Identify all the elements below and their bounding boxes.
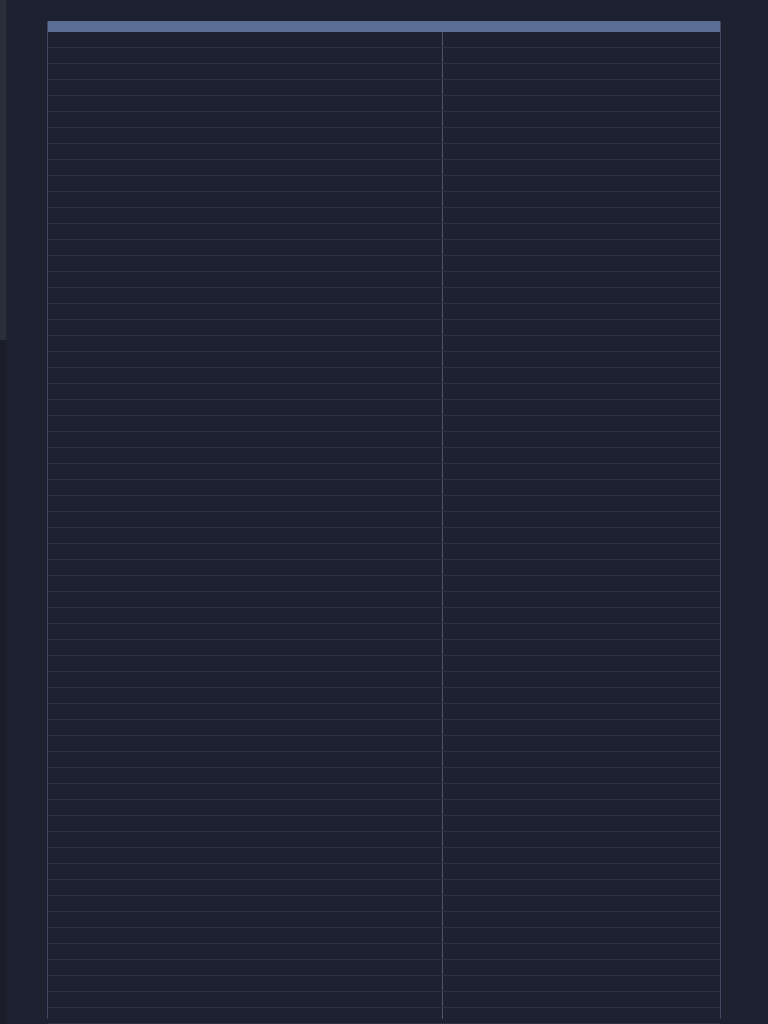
table-row bbox=[48, 400, 720, 416]
table-row bbox=[48, 96, 720, 112]
cheat-name-cell bbox=[48, 880, 443, 895]
table-body bbox=[48, 32, 720, 1024]
table-row bbox=[48, 240, 720, 256]
cheat-code-cell bbox=[443, 848, 720, 863]
table-row bbox=[48, 384, 720, 400]
cheat-name-cell bbox=[48, 720, 443, 735]
table-row bbox=[48, 256, 720, 272]
cheat-code-cell bbox=[443, 256, 720, 271]
cheat-name-cell bbox=[48, 384, 443, 399]
cheat-code-cell bbox=[443, 400, 720, 415]
cheat-code-cell bbox=[443, 80, 720, 95]
cheat-name-cell bbox=[48, 192, 443, 207]
cheat-code-cell bbox=[443, 64, 720, 79]
cheat-name-cell bbox=[48, 816, 443, 831]
cheat-code-cell bbox=[443, 96, 720, 111]
cheat-code-cell bbox=[443, 640, 720, 655]
cheat-name-cell bbox=[48, 960, 443, 975]
cheat-code-cell bbox=[443, 224, 720, 239]
cheat-code-cell bbox=[443, 480, 720, 495]
cheat-code-cell bbox=[443, 128, 720, 143]
table-row bbox=[48, 336, 720, 352]
table-row bbox=[48, 128, 720, 144]
cheat-name-cell bbox=[48, 176, 443, 191]
cheat-code-cell bbox=[443, 880, 720, 895]
cheat-name-cell bbox=[48, 528, 443, 543]
cheat-code-cell bbox=[443, 768, 720, 783]
cheat-name-cell bbox=[48, 32, 443, 47]
cheat-name-cell bbox=[48, 448, 443, 463]
table-row bbox=[48, 432, 720, 448]
cheat-code-cell bbox=[443, 608, 720, 623]
cheat-code-cell bbox=[443, 48, 720, 63]
table-row bbox=[48, 160, 720, 176]
table-row bbox=[48, 144, 720, 160]
cheat-code-cell bbox=[443, 304, 720, 319]
cheat-name-cell bbox=[48, 240, 443, 255]
cheat-name-cell bbox=[48, 832, 443, 847]
cheat-name-cell bbox=[48, 544, 443, 559]
table-row bbox=[48, 448, 720, 464]
cheat-name-cell bbox=[48, 1008, 443, 1023]
cheat-code-cell bbox=[443, 448, 720, 463]
cheat-name-cell bbox=[48, 480, 443, 495]
cheat-code-cell bbox=[443, 624, 720, 639]
cheat-name-cell bbox=[48, 288, 443, 303]
cheat-name-cell bbox=[48, 464, 443, 479]
cheat-name-cell bbox=[48, 848, 443, 863]
cheat-code-cell bbox=[443, 864, 720, 879]
cheat-code-cell bbox=[443, 384, 720, 399]
cheat-code-cell bbox=[443, 816, 720, 831]
left-edge-accent bbox=[0, 0, 6, 340]
table-row bbox=[48, 352, 720, 368]
cheat-code-cell bbox=[443, 976, 720, 991]
cheat-code-cell bbox=[443, 368, 720, 383]
cheat-name-cell bbox=[48, 624, 443, 639]
cheat-name-cell bbox=[48, 64, 443, 79]
cheat-code-cell bbox=[443, 720, 720, 735]
cheat-code-cell bbox=[443, 240, 720, 255]
table-row bbox=[48, 64, 720, 80]
table-row bbox=[48, 416, 720, 432]
table-row bbox=[48, 368, 720, 384]
table-row bbox=[48, 624, 720, 640]
cheat-code-cell bbox=[443, 288, 720, 303]
table-row bbox=[48, 800, 720, 816]
cheat-code-cell bbox=[443, 320, 720, 335]
table-row bbox=[48, 1008, 720, 1024]
cheat-name-cell bbox=[48, 512, 443, 527]
cheat-code-cell bbox=[443, 272, 720, 287]
cheat-name-cell bbox=[48, 400, 443, 415]
cheat-name-cell bbox=[48, 96, 443, 111]
table-row bbox=[48, 944, 720, 960]
cheat-code-cell bbox=[443, 176, 720, 191]
cheat-name-cell bbox=[48, 368, 443, 383]
cheat-name-cell bbox=[48, 928, 443, 943]
cheat-name-cell bbox=[48, 784, 443, 799]
table-row bbox=[48, 224, 720, 240]
cheat-name-cell bbox=[48, 800, 443, 815]
cheat-name-cell bbox=[48, 208, 443, 223]
table-row bbox=[48, 592, 720, 608]
table-row bbox=[48, 208, 720, 224]
cheat-code-cell bbox=[443, 528, 720, 543]
table-row bbox=[48, 768, 720, 784]
cheat-name-cell bbox=[48, 992, 443, 1007]
cheat-name-cell bbox=[48, 560, 443, 575]
cheat-name-cell bbox=[48, 224, 443, 239]
table-row bbox=[48, 496, 720, 512]
table-row bbox=[48, 736, 720, 752]
table-row bbox=[48, 464, 720, 480]
cheat-name-cell bbox=[48, 336, 443, 351]
table-row bbox=[48, 992, 720, 1008]
table-row bbox=[48, 576, 720, 592]
cheat-code-cell bbox=[443, 688, 720, 703]
table-row bbox=[48, 32, 720, 48]
cheats-table bbox=[47, 21, 721, 1019]
cheat-name-cell bbox=[48, 352, 443, 367]
cheat-code-cell bbox=[443, 800, 720, 815]
cheat-code-cell bbox=[443, 336, 720, 351]
table-row bbox=[48, 848, 720, 864]
cheat-code-cell bbox=[443, 560, 720, 575]
table-row bbox=[48, 288, 720, 304]
cheat-code-cell bbox=[443, 992, 720, 1007]
cheat-name-cell bbox=[48, 768, 443, 783]
table-row bbox=[48, 880, 720, 896]
table-row bbox=[48, 832, 720, 848]
table-row bbox=[48, 864, 720, 880]
cheat-code-cell bbox=[443, 672, 720, 687]
cheat-code-cell bbox=[443, 896, 720, 911]
cheat-name-cell bbox=[48, 896, 443, 911]
cheat-name-cell bbox=[48, 272, 443, 287]
table-row bbox=[48, 176, 720, 192]
cheat-code-cell bbox=[443, 944, 720, 959]
cheat-name-cell bbox=[48, 608, 443, 623]
table-row bbox=[48, 560, 720, 576]
table-row bbox=[48, 608, 720, 624]
cheat-name-cell bbox=[48, 736, 443, 751]
table-row bbox=[48, 752, 720, 768]
cheat-code-cell bbox=[443, 576, 720, 591]
table-row bbox=[48, 688, 720, 704]
cheat-code-cell bbox=[443, 496, 720, 511]
table-row bbox=[48, 544, 720, 560]
table-title bbox=[48, 21, 720, 32]
cheat-code-cell bbox=[443, 1008, 720, 1023]
cheat-code-cell bbox=[443, 752, 720, 767]
cheat-name-cell bbox=[48, 864, 443, 879]
table-row bbox=[48, 704, 720, 720]
cheat-code-cell bbox=[443, 928, 720, 943]
cheat-code-cell bbox=[443, 832, 720, 847]
cheat-name-cell bbox=[48, 112, 443, 127]
table-row bbox=[48, 656, 720, 672]
table-row bbox=[48, 320, 720, 336]
cheat-code-cell bbox=[443, 656, 720, 671]
cheat-code-cell bbox=[443, 592, 720, 607]
cheat-code-cell bbox=[443, 192, 720, 207]
cheat-name-cell bbox=[48, 432, 443, 447]
table-row bbox=[48, 960, 720, 976]
cheat-code-cell bbox=[443, 544, 720, 559]
cheat-name-cell bbox=[48, 304, 443, 319]
cheat-code-cell bbox=[443, 32, 720, 47]
table-row bbox=[48, 272, 720, 288]
cheat-name-cell bbox=[48, 144, 443, 159]
cheat-code-cell bbox=[443, 512, 720, 527]
cheat-code-cell bbox=[443, 784, 720, 799]
cheat-code-cell bbox=[443, 144, 720, 159]
table-row bbox=[48, 672, 720, 688]
cheat-name-cell bbox=[48, 128, 443, 143]
cheat-code-cell bbox=[443, 416, 720, 431]
table-row bbox=[48, 112, 720, 128]
cheat-code-cell bbox=[443, 464, 720, 479]
cheat-name-cell bbox=[48, 416, 443, 431]
cheat-code-cell bbox=[443, 912, 720, 927]
table-row bbox=[48, 896, 720, 912]
cheat-name-cell bbox=[48, 976, 443, 991]
cheat-code-cell bbox=[443, 736, 720, 751]
cheat-name-cell bbox=[48, 576, 443, 591]
table-row bbox=[48, 512, 720, 528]
cheat-name-cell bbox=[48, 672, 443, 687]
table-row bbox=[48, 48, 720, 64]
page-left-edge bbox=[0, 0, 6, 1024]
cheat-code-cell bbox=[443, 960, 720, 975]
cheat-name-cell bbox=[48, 48, 443, 63]
cheat-code-cell bbox=[443, 112, 720, 127]
table-row bbox=[48, 192, 720, 208]
cheat-name-cell bbox=[48, 656, 443, 671]
table-row bbox=[48, 640, 720, 656]
cheat-name-cell bbox=[48, 80, 443, 95]
cheat-name-cell bbox=[48, 752, 443, 767]
cheat-name-cell bbox=[48, 160, 443, 175]
table-row bbox=[48, 784, 720, 800]
table-row bbox=[48, 976, 720, 992]
cheat-name-cell bbox=[48, 592, 443, 607]
table-row bbox=[48, 528, 720, 544]
table-row bbox=[48, 720, 720, 736]
cheat-name-cell bbox=[48, 944, 443, 959]
cheat-code-cell bbox=[443, 208, 720, 223]
table-row bbox=[48, 80, 720, 96]
table-row bbox=[48, 912, 720, 928]
table-row bbox=[48, 480, 720, 496]
cheat-name-cell bbox=[48, 688, 443, 703]
cheat-name-cell bbox=[48, 704, 443, 719]
cheat-name-cell bbox=[48, 256, 443, 271]
cheat-code-cell bbox=[443, 432, 720, 447]
cheat-name-cell bbox=[48, 640, 443, 655]
cheat-name-cell bbox=[48, 912, 443, 927]
table-row bbox=[48, 928, 720, 944]
table-row bbox=[48, 816, 720, 832]
cheat-name-cell bbox=[48, 320, 443, 335]
cheat-code-cell bbox=[443, 160, 720, 175]
table-row bbox=[48, 304, 720, 320]
cheat-code-cell bbox=[443, 704, 720, 719]
cheat-code-cell bbox=[443, 352, 720, 367]
cheat-name-cell bbox=[48, 496, 443, 511]
